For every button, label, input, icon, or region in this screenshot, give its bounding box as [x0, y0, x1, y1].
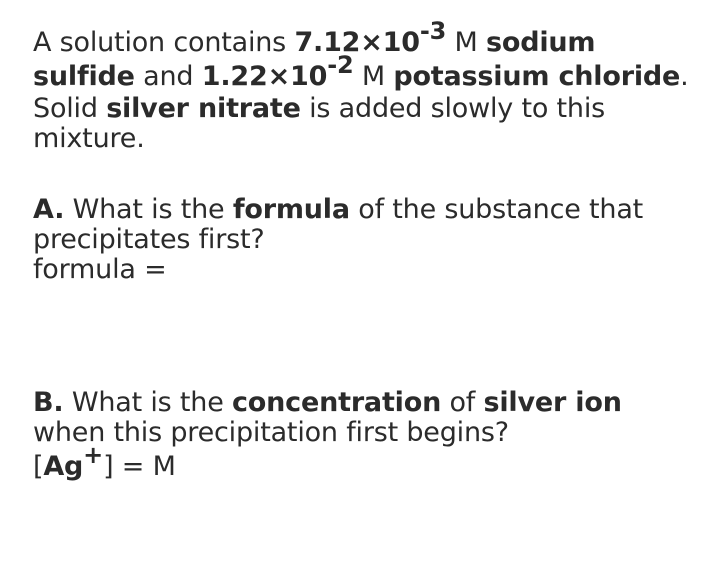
question-b-label: B. [33, 387, 64, 418]
question-keyword: silver ion [483, 387, 622, 418]
question-a-label: A. [33, 194, 65, 225]
period: . [680, 61, 689, 92]
question-keyword: formula [232, 194, 350, 225]
silver-ion-symbol: Ag [43, 451, 84, 482]
question-text: What is the [63, 387, 232, 418]
question-a [33, 195, 693, 285]
unit-molar: M [353, 61, 394, 92]
ion-charge: + [83, 441, 104, 469]
intro-line-4: mixture. [33, 123, 145, 154]
reagent-name: silver nitrate [106, 93, 301, 124]
question-a-line-2: precipitates first? [33, 224, 265, 255]
bracket-open: [ [33, 451, 44, 482]
salt-2-name: potassium chloride [393, 61, 681, 92]
salt-1-name: sodium [486, 27, 596, 58]
exponent-2: -2 [327, 51, 354, 79]
intro-line-3 [33, 94, 693, 124]
intro-line-2 [33, 51, 693, 94]
unit-molar: M [446, 27, 486, 58]
intro-text: Solid [33, 93, 107, 124]
question-text: What is the [64, 194, 233, 225]
exponent-1: -3 [419, 17, 447, 45]
question-b-line-1 [33, 388, 693, 418]
intro-text: A solution contains [33, 27, 295, 58]
potassium-chloride-concentration: 1.22×10 [201, 61, 328, 92]
intro-line-1 [33, 17, 693, 60]
intro-text: and [134, 61, 202, 92]
problem-statement [33, 17, 693, 154]
question-b [33, 388, 693, 484]
question-keyword: concentration [232, 387, 442, 418]
question-b-line-2: when this precipitation first begins? [33, 417, 509, 448]
question-text: of [441, 387, 484, 418]
intro-text: is added slowly to this [300, 93, 606, 124]
question-a-line-1 [33, 195, 693, 225]
answer-unit: ] = M [103, 451, 176, 482]
question-text: of the substance that [349, 194, 644, 225]
formula-answer-label: formula = [33, 254, 167, 285]
sodium-sulfide-concentration: 7.12×10 [294, 27, 420, 58]
silver-ion-answer-label [33, 441, 693, 484]
salt-1-name-cont: sulfide [33, 61, 135, 92]
